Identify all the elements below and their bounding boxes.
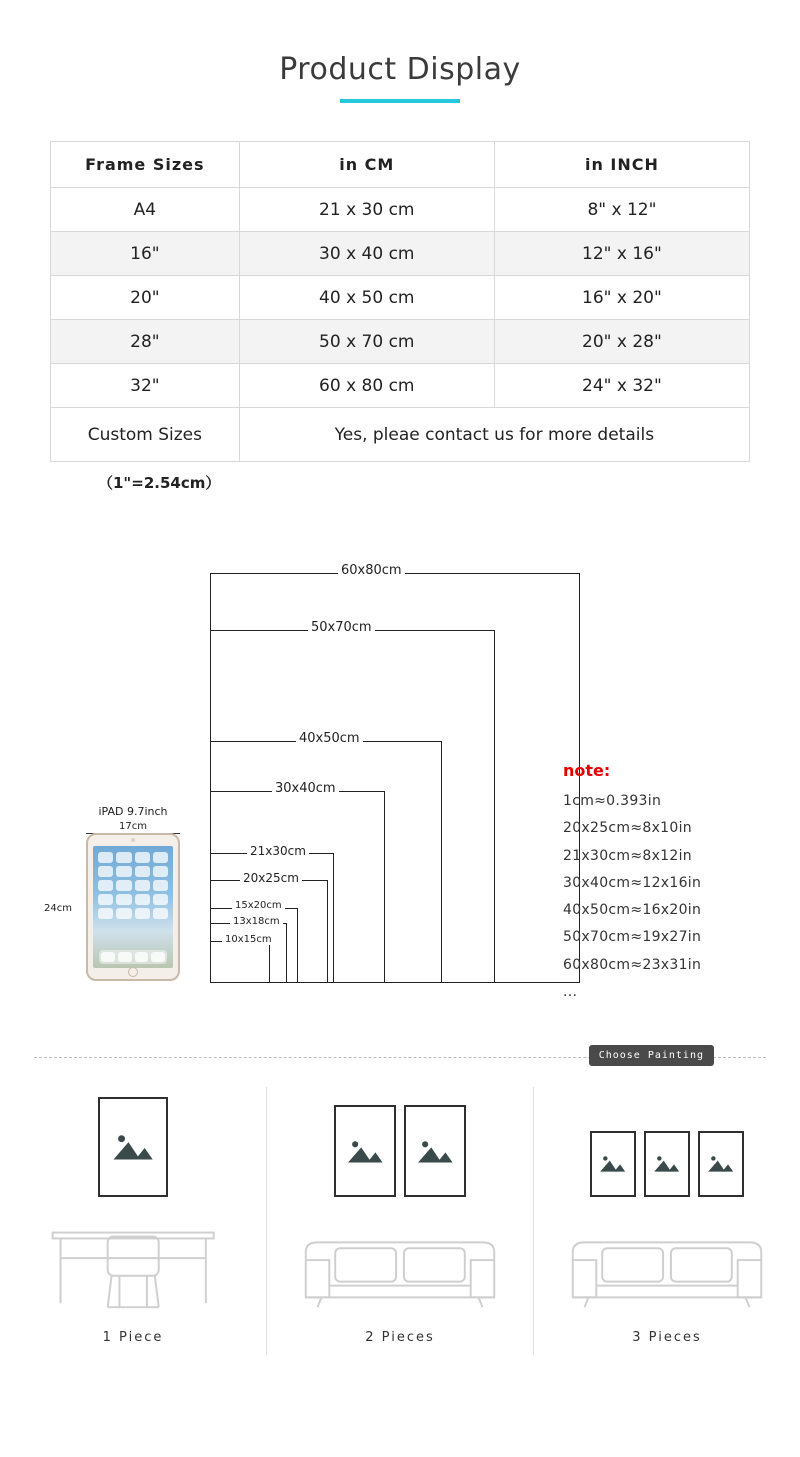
landscape-picture-icon	[415, 1125, 456, 1178]
cell-cm: 21 x 30 cm	[239, 188, 494, 232]
rect-label-40x50: 40x50cm	[296, 731, 363, 746]
sofa-illustration	[292, 1209, 508, 1317]
landscape-picture-icon	[110, 1118, 156, 1176]
column-header-cm: in CM	[239, 142, 494, 188]
cell-inch: 12" x 16"	[494, 232, 749, 276]
table-row	[51, 364, 750, 408]
rect-label-10x15: 10x15cm	[222, 934, 275, 945]
table-row	[51, 188, 750, 232]
artwork-frame	[698, 1131, 744, 1197]
cell-inch: 8" x 12"	[494, 188, 749, 232]
table-row	[51, 276, 750, 320]
landscape-picture-icon	[706, 1145, 735, 1182]
cell-frame-size: A4	[51, 188, 240, 232]
column-header-inch: in INCH	[494, 142, 749, 188]
frame-size-table	[50, 141, 750, 462]
artwork-frame	[98, 1097, 168, 1197]
desk-and-chair-illustration	[35, 1209, 231, 1317]
cell-inch: 20" x 28"	[494, 320, 749, 364]
choose-painting-badge: Choose Painting	[589, 1045, 714, 1066]
note-line: 30x40cm≈12x16in	[563, 874, 702, 891]
room-caption: 1 Piece	[102, 1330, 164, 1345]
page-title: Product Display	[279, 52, 521, 87]
ipad-height-label: 24cm	[44, 903, 72, 914]
artwork-frame	[644, 1131, 690, 1197]
ipad-camera-icon	[131, 838, 135, 842]
note-line: 21x30cm≈8x12in	[563, 847, 692, 864]
size-table-section	[50, 141, 750, 493]
note-line: 1cm≈0.393in	[563, 793, 662, 809]
ipad-width-value: 17cm	[119, 821, 147, 832]
cell-custom-label: Custom Sizes	[51, 408, 240, 462]
cell-inch: 16" x 20"	[494, 276, 749, 320]
frame-group	[0, 1087, 266, 1197]
note-line: 50x70cm≈19x27in	[563, 929, 702, 946]
section-divider	[0, 1037, 800, 1077]
table-header-row	[51, 142, 750, 188]
landscape-picture-icon	[345, 1125, 386, 1178]
frame-group	[534, 1087, 800, 1197]
artwork-frame	[404, 1105, 466, 1197]
size-comparison-diagram	[0, 533, 800, 1033]
cell-cm: 30 x 40 cm	[239, 232, 494, 276]
inch-conversion-note: （1"=2.54cm）	[98, 474, 221, 492]
table-row	[51, 232, 750, 276]
note-title: note:	[563, 761, 611, 780]
artwork-frame	[590, 1131, 636, 1197]
cell-cm: 60 x 80 cm	[239, 364, 494, 408]
landscape-picture-icon	[652, 1145, 681, 1182]
conversion-note-block	[563, 761, 701, 1006]
note-line: 60x80cm≈23x31in	[563, 956, 702, 973]
cell-frame-size: 16"	[51, 232, 240, 276]
note-line: 40x50cm≈16x20in	[563, 902, 702, 919]
cell-cm: 40 x 50 cm	[239, 276, 494, 320]
note-line: ...	[563, 984, 578, 1001]
room-mockup-2-pieces	[266, 1087, 533, 1355]
room-caption: 3 Pieces	[632, 1330, 702, 1345]
rect-label-30x40: 30x40cm	[272, 781, 339, 796]
frame-group	[267, 1087, 533, 1197]
page-header	[0, 0, 800, 103]
cell-frame-size: 32"	[51, 364, 240, 408]
rect-label-50x70: 50x70cm	[308, 620, 375, 635]
cell-cm: 50 x 70 cm	[239, 320, 494, 364]
rect-label-20x25: 20x25cm	[240, 871, 302, 885]
ipad-app-grid	[93, 846, 173, 925]
ipad-screen	[93, 846, 173, 968]
table-row	[51, 320, 750, 364]
rect-label-13x18: 13x18cm	[230, 916, 283, 927]
rect-label-21x30: 21x30cm	[247, 844, 309, 858]
artwork-frame	[334, 1105, 396, 1197]
rect-10x15	[210, 941, 270, 983]
note-line: 20x25cm≈8x10in	[563, 820, 692, 837]
room-mockups	[0, 1087, 800, 1355]
cell-frame-size: 28"	[51, 320, 240, 364]
column-header-frame-sizes: Frame Sizes	[51, 142, 240, 188]
cell-inch: 24" x 32"	[494, 364, 749, 408]
room-mockup-3-pieces	[533, 1087, 800, 1355]
table-row-custom	[51, 408, 750, 462]
ipad-title: iPAD 9.7inch	[98, 805, 168, 818]
rect-label-60x80: 60x80cm	[338, 563, 405, 578]
cell-frame-size: 20"	[51, 276, 240, 320]
ipad-home-button-icon	[128, 967, 138, 977]
rect-label-15x20: 15x20cm	[232, 900, 285, 911]
cell-custom-value: Yes, pleae contact us for more details	[239, 408, 749, 462]
ipad-dock	[99, 950, 167, 964]
ipad-illustration	[86, 833, 180, 981]
sofa-illustration	[559, 1209, 775, 1317]
room-mockup-1-piece	[0, 1087, 266, 1355]
title-underline	[340, 99, 460, 103]
room-caption: 2 Pieces	[365, 1330, 435, 1345]
landscape-picture-icon	[598, 1145, 627, 1182]
